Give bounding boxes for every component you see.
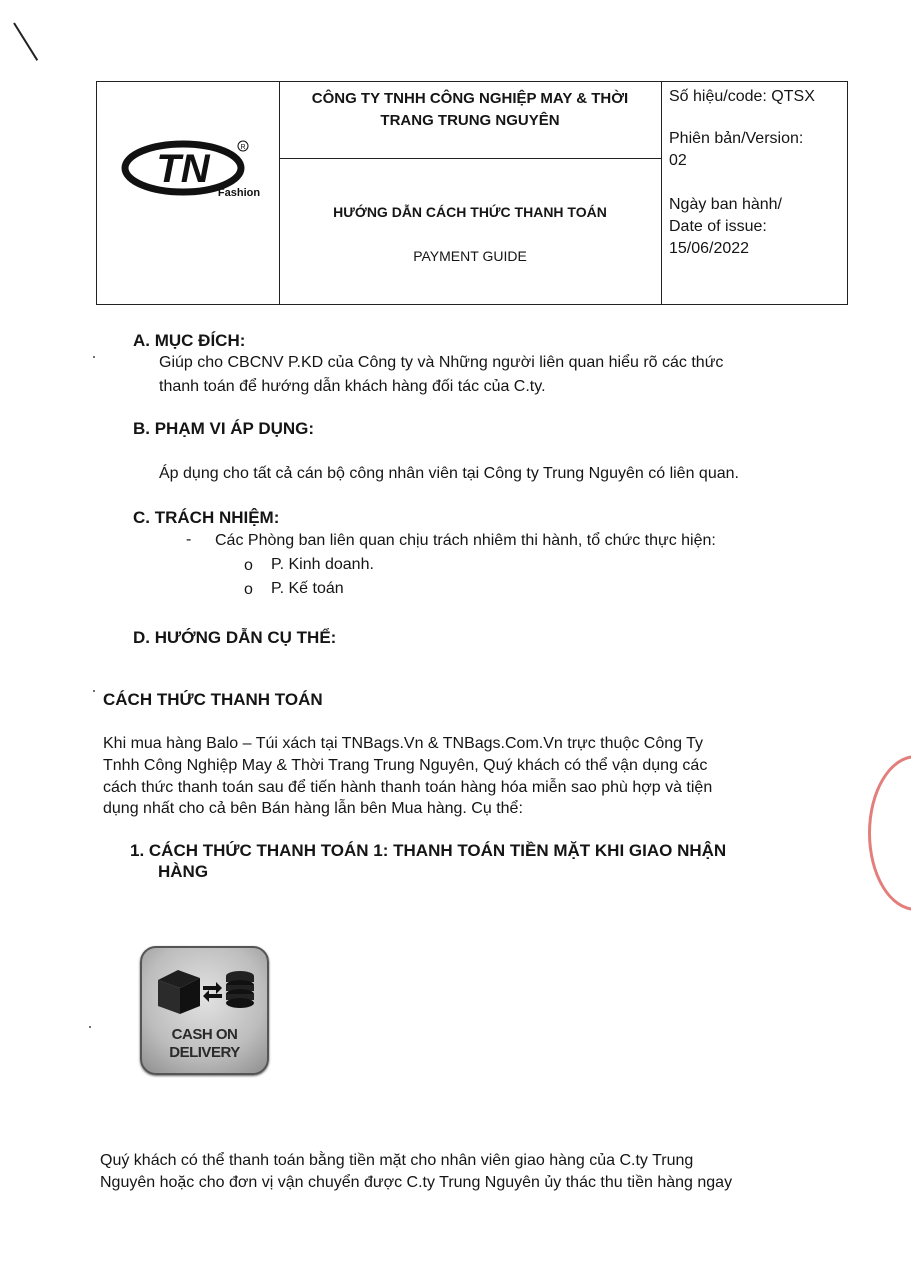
cod-label-line2: DELIVERY <box>169 1044 240 1061</box>
section-d-title: D. HƯỚNG DẪN CỤ THỂ: <box>133 628 337 647</box>
company-name <box>279 88 661 132</box>
section-c-item2: P. Kế toán <box>271 580 344 597</box>
scan-dot <box>89 1026 91 1028</box>
version-value: 02 <box>669 152 687 169</box>
logo-cell <box>97 82 280 304</box>
dash-bullet: - <box>186 531 192 548</box>
section-b-line1: Áp dụng cho tất cả cán bộ công nhân viên tại Công ty Trung Nguyên có liên quan. <box>159 465 739 482</box>
method-1-title-line1: 1. CÁCH THỨC THANH TOÁN 1: THANH TOÁN TIỀN MẶT KHI GIAO NHẬN <box>130 841 727 860</box>
payment-intro-line3: cách thức thanh toán sau để tiến hành thanh toán hàng hóa miễn sao phù hợp và tiện <box>103 779 713 796</box>
tn-fashion-logo <box>121 134 261 204</box>
payment-detail-line2: Nguyên hoặc cho đơn vị vận chuyển được C.ty Trung Nguyên ủy thác thu tiền hàng ngay <box>100 1174 733 1191</box>
cash-on-delivery-icon <box>140 946 269 1075</box>
title-cell <box>279 82 662 304</box>
payment-intro-line2: Tnhh Công Nghiệp May & Thời Trang Trung Nguyên, Quý khách có thể vận dụng các <box>103 757 708 774</box>
section-b-title: B. PHẠM VI ÁP DỤNG: <box>133 419 315 438</box>
doc-code: Số hiệu/code: QTSX <box>669 88 815 105</box>
company-name-line2: TRANG TRUNG NGUYÊN <box>380 112 560 129</box>
company-name-line1: CÔNG TY TNHH CÔNG NGHIỆP MAY & THỜI <box>311 90 629 107</box>
payment-intro-line4: dụng nhất cho cả bên Bán hàng lẫn bên Mua hàng. Cụ thể: <box>103 800 523 817</box>
issue-date: 15/06/2022 <box>669 240 750 257</box>
version-label: Phiên bản/Version: <box>669 130 804 147</box>
doc-title-en: PAYMENT GUIDE <box>413 248 527 264</box>
logo-sub: Fashion <box>217 187 261 199</box>
company-cell <box>279 82 661 159</box>
payment-heading: CÁCH THỨC THANH TOÁN <box>103 690 323 709</box>
logo-letters: TN <box>156 147 210 191</box>
payment-intro-line1: Khi mua hàng Balo – Túi xách tại TNBags.Vn & TNBags.Com.Vn trực thuộc Công Ty <box>103 735 704 752</box>
registered-mark: R <box>240 144 246 151</box>
method-1-title-line2: HÀNG <box>158 862 209 881</box>
doc-title-vi: HƯỚNG DẪN CÁCH THỨC THANH TOÁN <box>333 204 607 220</box>
scan-dot <box>93 356 95 358</box>
meta-cell <box>661 82 847 304</box>
company-stamp <box>868 755 911 911</box>
document-header-table <box>96 81 848 305</box>
payment-detail-line1: Quý khách có thể thanh toán bằng tiền mặt cho nhân viên giao hàng của C.ty Trung <box>100 1152 694 1169</box>
section-a-line1: Giúp cho CBCNV P.KD của Công ty và Những người liên quan hiểu rõ các thức <box>159 354 724 371</box>
pen-stroke <box>13 22 38 60</box>
box-coins-icon <box>156 966 256 1016</box>
section-c-line1: Các Phòng ban liên quan chịu trách nhiêm thi hành, tổ chức thực hiện: <box>215 532 716 549</box>
issue-label-vi: Ngày ban hành/ <box>669 196 782 213</box>
section-a-title: A. MỤC ĐÍCH: <box>133 331 246 350</box>
section-c-title: C. TRÁCH NHIỆM: <box>133 508 280 527</box>
circle-bullet: o <box>244 557 253 574</box>
section-c-item1: P. Kinh doanh. <box>271 556 374 573</box>
issue-label-en: Date of issue: <box>669 218 767 235</box>
circle-bullet: o <box>244 581 253 598</box>
scan-dot <box>93 690 95 692</box>
section-a-line2: thanh toán để hướng dẫn khách hàng đối tác của C.ty. <box>159 378 546 395</box>
cod-label-line1: CASH ON <box>171 1026 238 1043</box>
